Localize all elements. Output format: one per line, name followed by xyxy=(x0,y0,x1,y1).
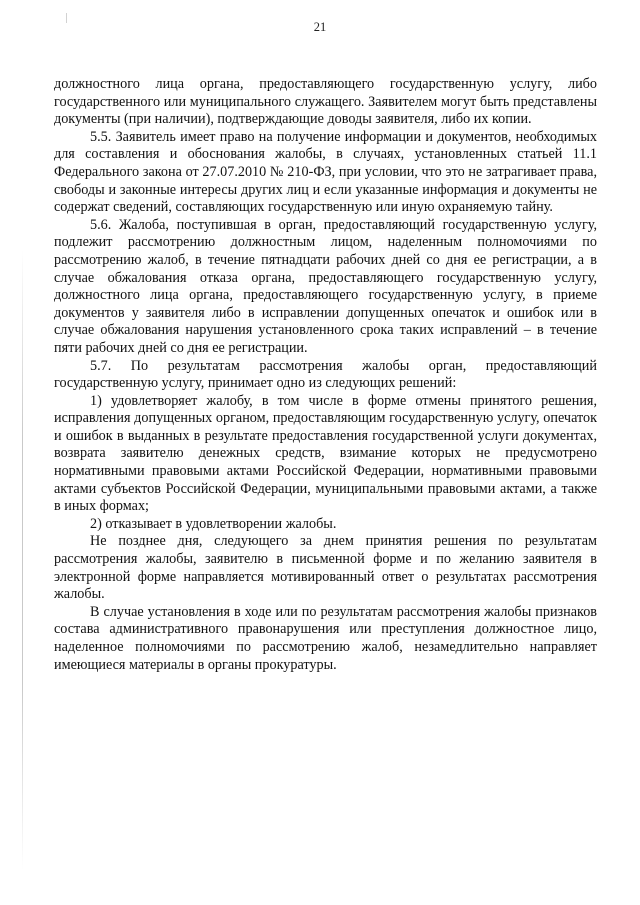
paragraph-response-deadline: Не позднее дня, следующего за днем принятия решения по результатам рассмотрения жалобы, заявителю в письменной форме и по желанию заявителя в электронной форме направляется мотивированный ответ о результатах рассмотрения жалобы. xyxy=(54,533,597,603)
paragraph-5-7: 5.7. По результатам рассмотрения жалобы орган, предоставляющий государственную услугу, принимает одно из следующих решений: xyxy=(54,357,597,392)
scan-edge-shadow xyxy=(22,250,23,870)
paragraph-prosecutor-referral: В случае установления в ходе или по результатам рассмотрения жалобы признаков состава административного правонарушения или преступления должностное лицо, наделенное полномочиями по рассмотрению жалоб, незамедлительно направляет имеющиеся материалы в органы прокуратуры. xyxy=(54,603,597,673)
paragraph-5-6: 5.6. Жалоба, поступившая в орган, предоставляющий государственную услугу, подлежит рассмотрению должностным лицом, наделенным полномочиями по рассмотрению жалоб, в течение пятнадцати рабочих дней со дня ее регистрации, а в случае обжалования отказа органа, предоставляющего государственную услугу, должностного лица органа, предоставляющего государственную услугу, в приеме документов у заявителя либо в исправлении допущенных опечаток и ошибок или в случае обжалования нарушения установленного срока таких исправлений – в течение пяти рабочих дней со дня ее регистрации. xyxy=(54,216,597,356)
paragraph-5-5: 5.5. Заявитель имеет право на получение информации и документов, необходимых для составления и обоснования жалобы, в случаях, установленных статьей 11.1 Федерального закона от 27.07.2010 № 210-ФЗ, при условии, что это не затрагивает права, свободы и законные интересы других лиц и если указанные информация и документы не содержат сведений, составляющих государственную или иную охраняемую тайну. xyxy=(54,128,597,216)
list-item-2: 2) отказывает в удовлетворении жалобы. xyxy=(90,515,337,532)
paragraph-continuation: должностного лица органа, предоставляющего государственную услугу, либо государственного или муниципального служащего. Заявителем могут быть представлены документы (при наличии), подтверждающие доводы заявителя, либо их копии. xyxy=(54,76,597,128)
document-body xyxy=(54,76,597,674)
page-number: 21 xyxy=(313,20,327,34)
list-item-1: 1) удовлетворяет жалобу, в том числе в форме отмены принятого решения, исправления допущенных органом, предоставляющим государственную услугу, опечаток и ошибок в выданных в результате предоставления государственной услуги документах, возврата заявителю денежных средств, взимание которых не предусмотрено нормативными правовыми актами Российской Федерации, нормативными правовыми актами субъектов Российской Федерации, муниципальными правовыми актами, а также в иных формах; xyxy=(54,392,597,515)
